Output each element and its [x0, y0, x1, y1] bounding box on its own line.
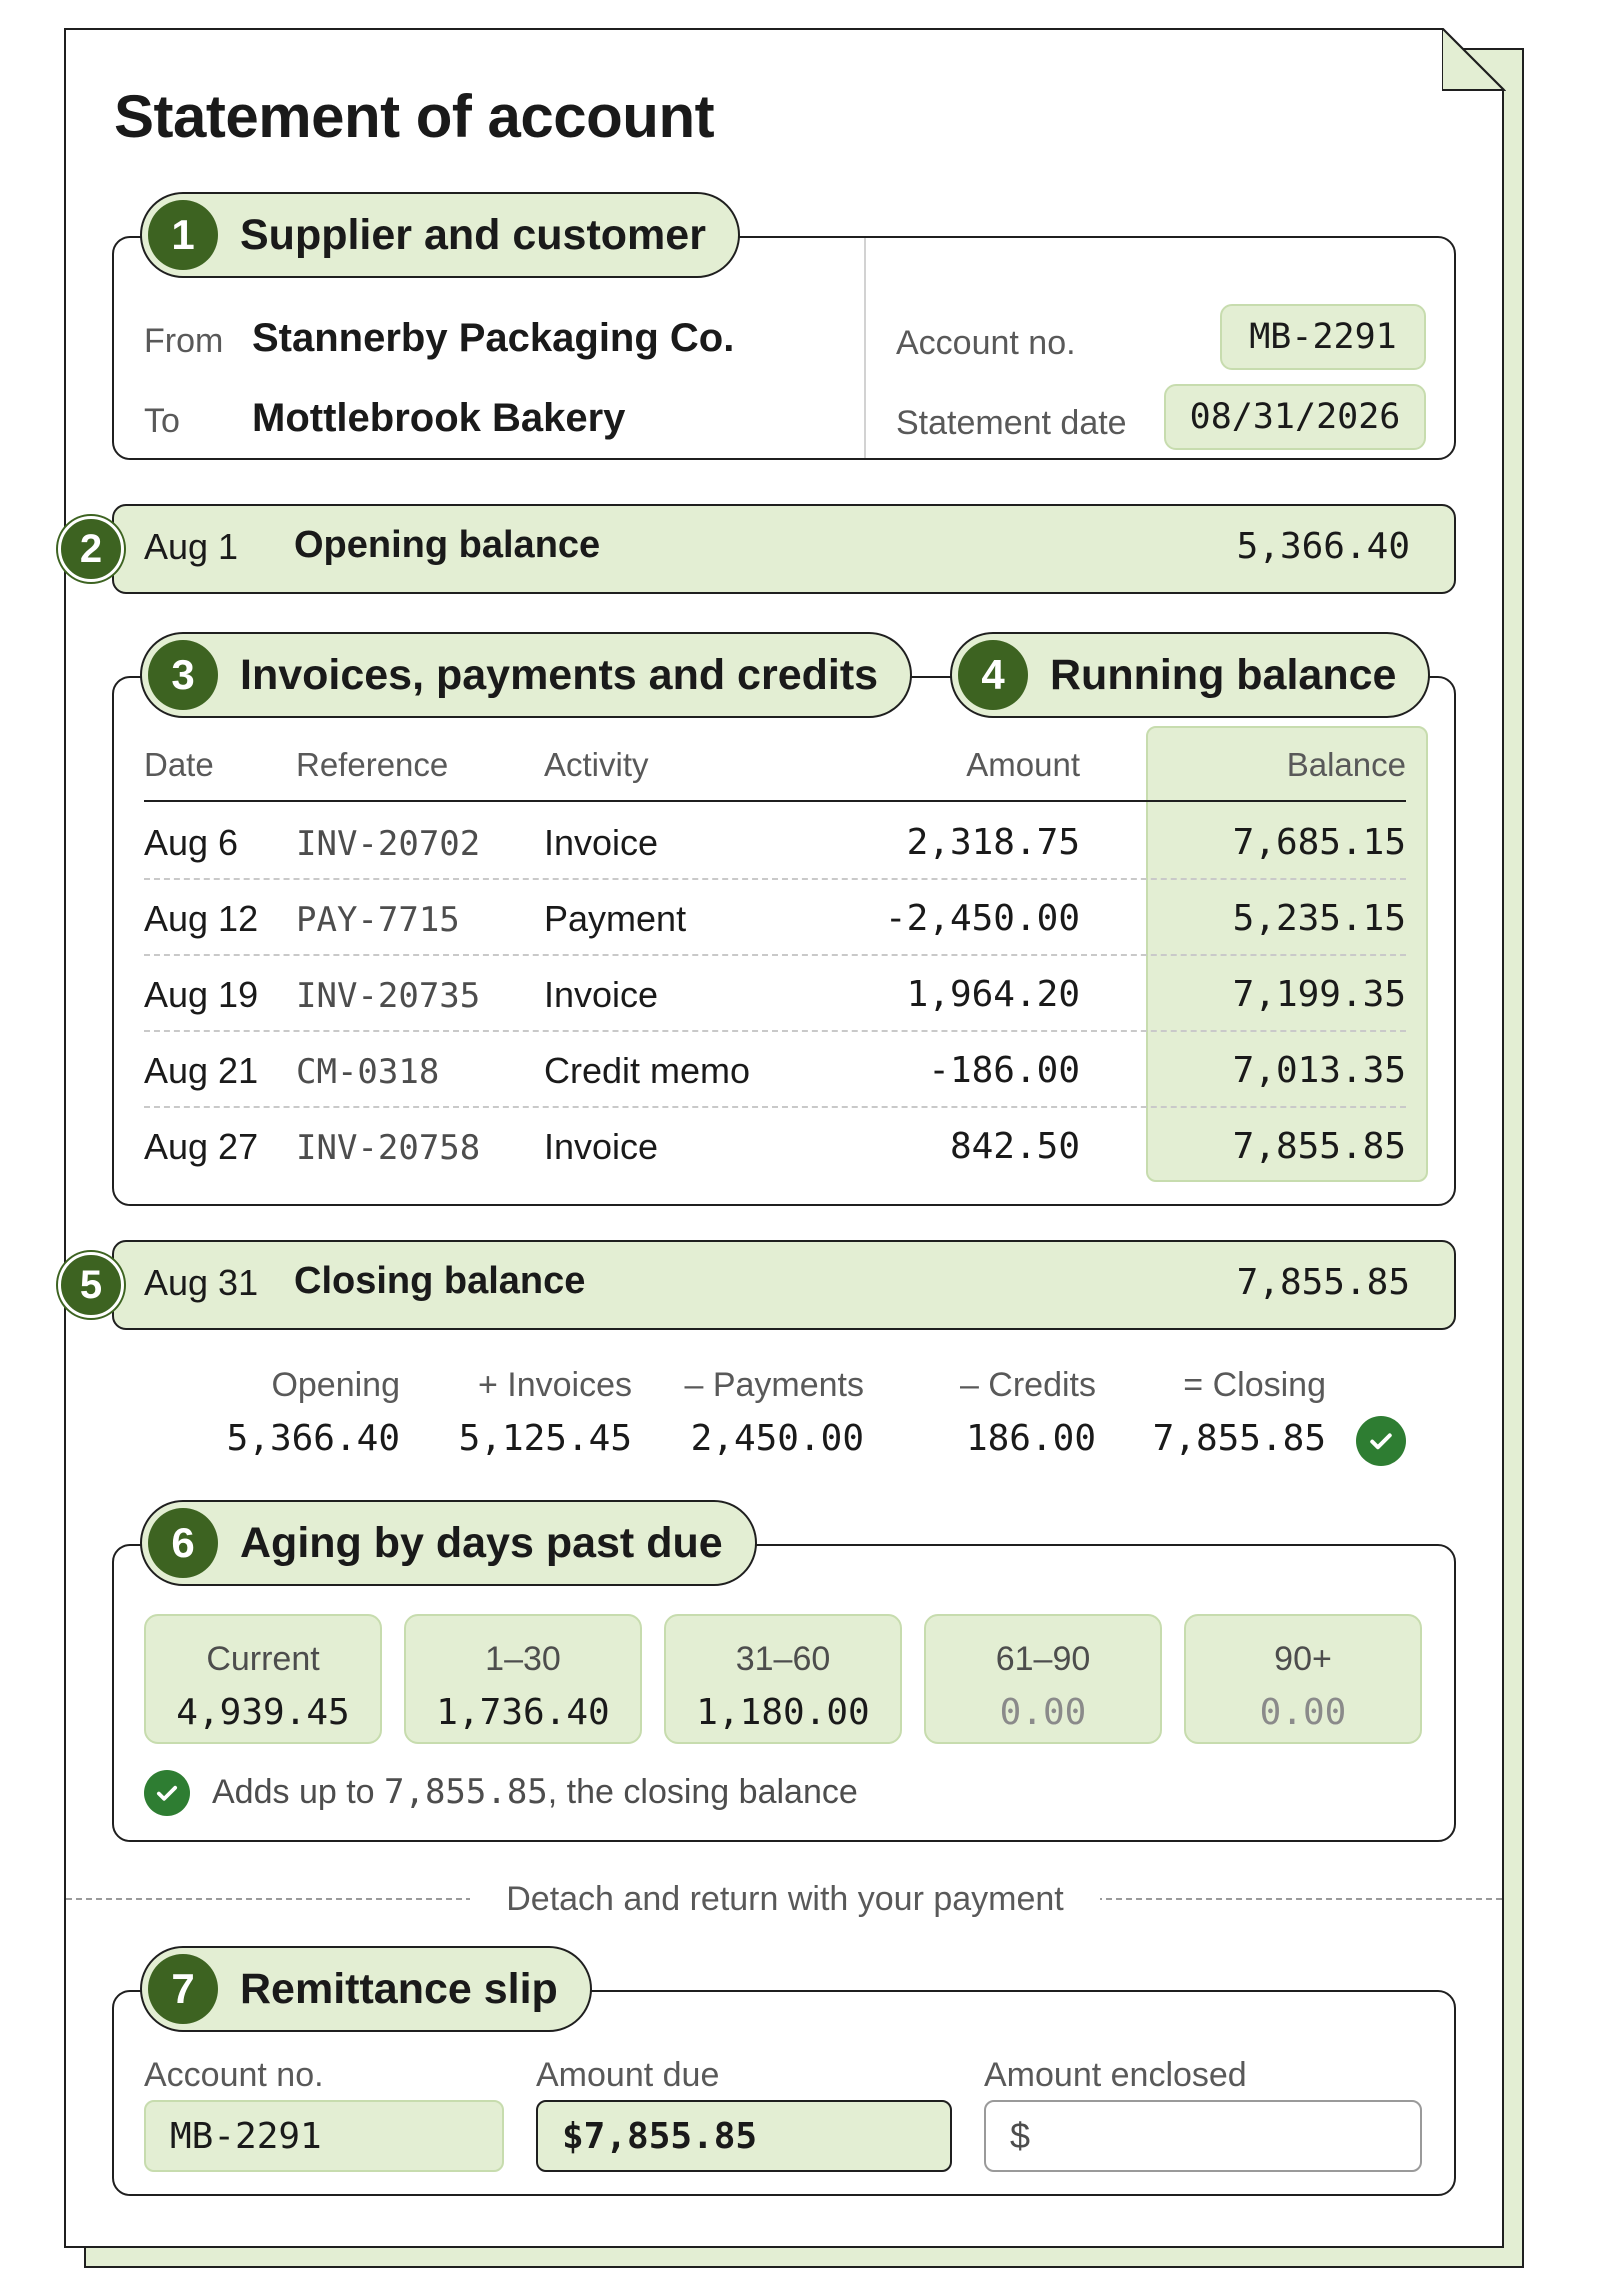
- account-no-label: Account no.: [896, 324, 1076, 362]
- row-amount: 1,964.20: [906, 974, 1080, 1015]
- section-number-badge: 7: [148, 1954, 218, 2024]
- closing-date: Aug 31: [144, 1262, 259, 1303]
- row-amount: 842.50: [949, 1126, 1080, 1167]
- bucket-label: 1–30: [485, 1640, 561, 1678]
- currency-prefix: $: [1010, 2115, 1031, 2156]
- row-balance: 7,685.15: [1232, 822, 1406, 863]
- bucket-label: 90+: [1274, 1640, 1332, 1678]
- row-activity: Invoice: [544, 1126, 659, 1167]
- row-reference: INV-20735: [296, 976, 481, 1016]
- page-title: Statement of account: [114, 83, 715, 150]
- row-reference: PAY-7715: [296, 900, 460, 940]
- aging-bucket-1-30: [404, 1614, 642, 1744]
- summary-value: 5,366.40: [226, 1418, 400, 1459]
- note-suffix: , the closing balance: [547, 1773, 858, 1811]
- row-balance: 5,235.15: [1232, 898, 1406, 939]
- section-7-header: [140, 1946, 592, 2032]
- row-date: Aug 12: [144, 898, 259, 939]
- table-row: [144, 1032, 1406, 1108]
- summary-label: – Payments: [684, 1366, 864, 1404]
- section-title: Running balance: [1050, 650, 1397, 699]
- statement-date-chip: 08/31/2026: [1164, 384, 1426, 450]
- note-value: 7,855.85: [384, 1772, 548, 1812]
- statement-date-label: Statement date: [896, 404, 1127, 442]
- row-balance: 7,855.85: [1232, 1126, 1406, 1167]
- table-row: [144, 1108, 1406, 1184]
- closing-label: Closing balance: [294, 1260, 586, 1302]
- row-activity: Invoice: [544, 974, 659, 1015]
- aging-total-note: [212, 1772, 858, 1812]
- aging-bucket-31-60: [664, 1614, 902, 1744]
- column-header-balance: Balance: [1286, 746, 1406, 783]
- section-1-header: [140, 192, 740, 278]
- section-number-badge: 3: [148, 640, 218, 710]
- page-fold-corner: [1442, 28, 1506, 92]
- column-divider: [864, 238, 866, 458]
- amount-due-label: Amount due: [536, 2056, 720, 2094]
- bucket-value: 0.00: [1259, 1692, 1347, 1733]
- row-balance: 7,199.35: [1232, 974, 1406, 1015]
- aging-bucket-current: [144, 1614, 382, 1744]
- section-title: Remittance slip: [240, 1964, 558, 2013]
- section-number-badge: 2: [58, 516, 124, 582]
- column-header-date: Date: [144, 746, 214, 783]
- table-row: [144, 880, 1406, 956]
- table-row: [144, 956, 1406, 1032]
- row-balance: 7,013.35: [1232, 1050, 1406, 1091]
- column-header-reference: Reference: [296, 746, 449, 783]
- bucket-value: 4,939.45: [176, 1692, 350, 1733]
- section-number-badge: 1: [148, 200, 218, 270]
- row-amount: -2,450.00: [884, 898, 1080, 939]
- aging-bucket-90-plus: [1184, 1614, 1422, 1744]
- bucket-value: 1,736.40: [436, 1692, 610, 1733]
- amount-enclosed-input[interactable]: [984, 2100, 1422, 2172]
- row-amount: -186.00: [928, 1050, 1080, 1091]
- amount-enclosed-label: Amount enclosed: [984, 2056, 1247, 2094]
- summary-label: + Invoices: [477, 1366, 632, 1404]
- row-date: Aug 19: [144, 974, 259, 1015]
- summary-label: = Closing: [1183, 1366, 1326, 1404]
- bucket-label: 61–90: [995, 1640, 1091, 1678]
- closing-value: 7,855.85: [1236, 1262, 1410, 1303]
- summary-value: 186.00: [965, 1418, 1096, 1459]
- account-no-chip: MB-2291: [1220, 304, 1426, 370]
- check-circle-icon: [144, 1770, 190, 1816]
- section-number-badge: 5: [58, 1252, 124, 1318]
- section-title: Invoices, payments and credits: [240, 650, 879, 699]
- section-title: Aging by days past due: [240, 1518, 723, 1567]
- bucket-value: 0.00: [999, 1692, 1087, 1733]
- table-row: [144, 804, 1406, 880]
- row-activity: Invoice: [544, 822, 659, 863]
- summary-value: 5,125.45: [458, 1418, 632, 1459]
- detach-instruction: Detach and return with your payment: [470, 1880, 1100, 1920]
- row-amount: 2,318.75: [906, 822, 1080, 863]
- section-3-header: [140, 632, 912, 718]
- opening-value: 5,366.40: [1236, 526, 1410, 567]
- opening-date: Aug 1: [144, 526, 239, 567]
- row-reference: CM-0318: [296, 1052, 440, 1092]
- section-title: Supplier and customer: [240, 210, 706, 259]
- opening-balance-bar: [112, 504, 1456, 594]
- row-reference: INV-20702: [296, 824, 481, 864]
- section-number-badge: 4: [958, 640, 1028, 710]
- row-date: Aug 27: [144, 1126, 259, 1167]
- row-activity: Payment: [544, 898, 687, 939]
- summary-value: 7,855.85: [1152, 1418, 1326, 1459]
- opening-label: Opening balance: [294, 524, 601, 566]
- from-label: From: [144, 322, 224, 360]
- summary-label: Opening: [271, 1366, 400, 1404]
- section-6-header: [140, 1500, 757, 1586]
- amount-due-field: $7,855.85: [536, 2100, 952, 2172]
- column-header-amount: Amount: [966, 746, 1080, 783]
- section-4-header: [950, 632, 1430, 718]
- summary-label: – Credits: [959, 1366, 1096, 1404]
- header-rule: [144, 800, 1406, 802]
- bucket-label: Current: [206, 1640, 320, 1678]
- aging-bucket-61-90: [924, 1614, 1162, 1744]
- customer-name: Mottlebrook Bakery: [252, 396, 626, 440]
- bucket-value: 1,180.00: [696, 1692, 870, 1733]
- row-activity: Credit memo: [544, 1050, 751, 1091]
- remit-account-label: Account no.: [144, 2056, 324, 2094]
- note-prefix: Adds up to: [212, 1773, 385, 1811]
- check-circle-icon: [1356, 1416, 1406, 1466]
- row-date: Aug 6: [144, 822, 239, 863]
- row-reference: INV-20758: [296, 1128, 481, 1168]
- remit-account-field: MB-2291: [144, 2100, 504, 2172]
- summary-value: 2,450.00: [690, 1418, 864, 1459]
- row-date: Aug 21: [144, 1050, 259, 1091]
- section-number-badge: 6: [148, 1508, 218, 1578]
- bucket-label: 31–60: [735, 1640, 831, 1678]
- closing-balance-bar: [112, 1240, 1456, 1330]
- supplier-name: Stannerby Packaging Co.: [252, 316, 735, 360]
- column-header-activity: Activity: [544, 746, 649, 783]
- to-label: To: [144, 402, 180, 440]
